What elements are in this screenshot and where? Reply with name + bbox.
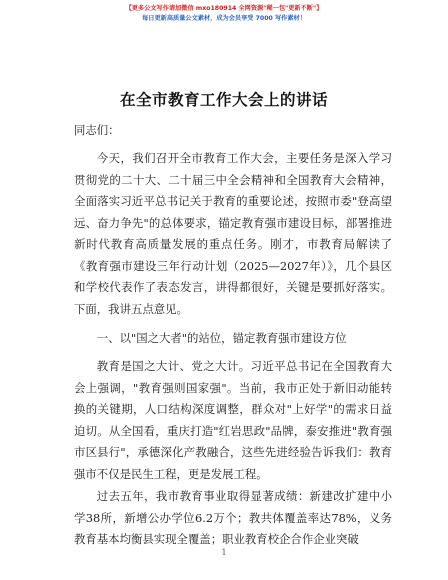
promo-banner-line-2: 每日更新高质量公文素材，成为会员享受 7000 写作素材！ <box>142 15 306 22</box>
salutation: 同志们： <box>74 123 120 137</box>
section-heading-1: 一、以"国之大者"的站位，锚定教育强市建设方位 <box>96 331 347 345</box>
page-number: 1 <box>221 548 227 557</box>
paragraph-intro: 今天，我们召开全市教育工作大会，主要任务是深入学习贯彻党的二十大、二十届三中全会精神和全国教育大会精神，全面落实习近平总书记关于教育的重要论述，按照市委"登高望远、奋力争先"的总体要求，锚定教育强市建设目标，部署推进新时代教育高质量发展的重点任务。刚才，市教育局解读了《教育强市建设三年行动计划（2025—2027年）》，几个县区和学校代表作了表态发言，讲得都很好，关键是要抓好落实。下面，我讲五点意见。 <box>74 151 392 316</box>
paragraph-achievements: 过去五年，我市教育事业取得显著成绩：新建改扩建中小学38所，新增公办学位6.2万个；教共体覆盖率达78%，义务教育基本均衡县实现全覆盖；职业教育校企合作企业突破 <box>74 489 392 546</box>
paragraph-section-1: 教育是国之大计、党之大计。习近平总书记在全国教育大会上强调，"教育强则国家强"。当前，我市正处于新旧动能转换的关键期，人口结构深度调整，群众对"上好学"的需求日益迫切。从全国看，重庆打造"红岩思政"品牌，泰安推进"教育强市区县行"，承德深化产教融合，这些先进经验告诉我们：教育强市不仅是民生工程，更是发展工程。 <box>74 359 392 481</box>
document-title: 在全市教育工作大会上的讲话 <box>119 91 328 109</box>
promo-banner-line-1: 【更多公文写作请加微信 mxo180914 全网资源"稀一包"更新不断"】 <box>125 5 323 12</box>
promo-banner <box>0 4 448 24</box>
